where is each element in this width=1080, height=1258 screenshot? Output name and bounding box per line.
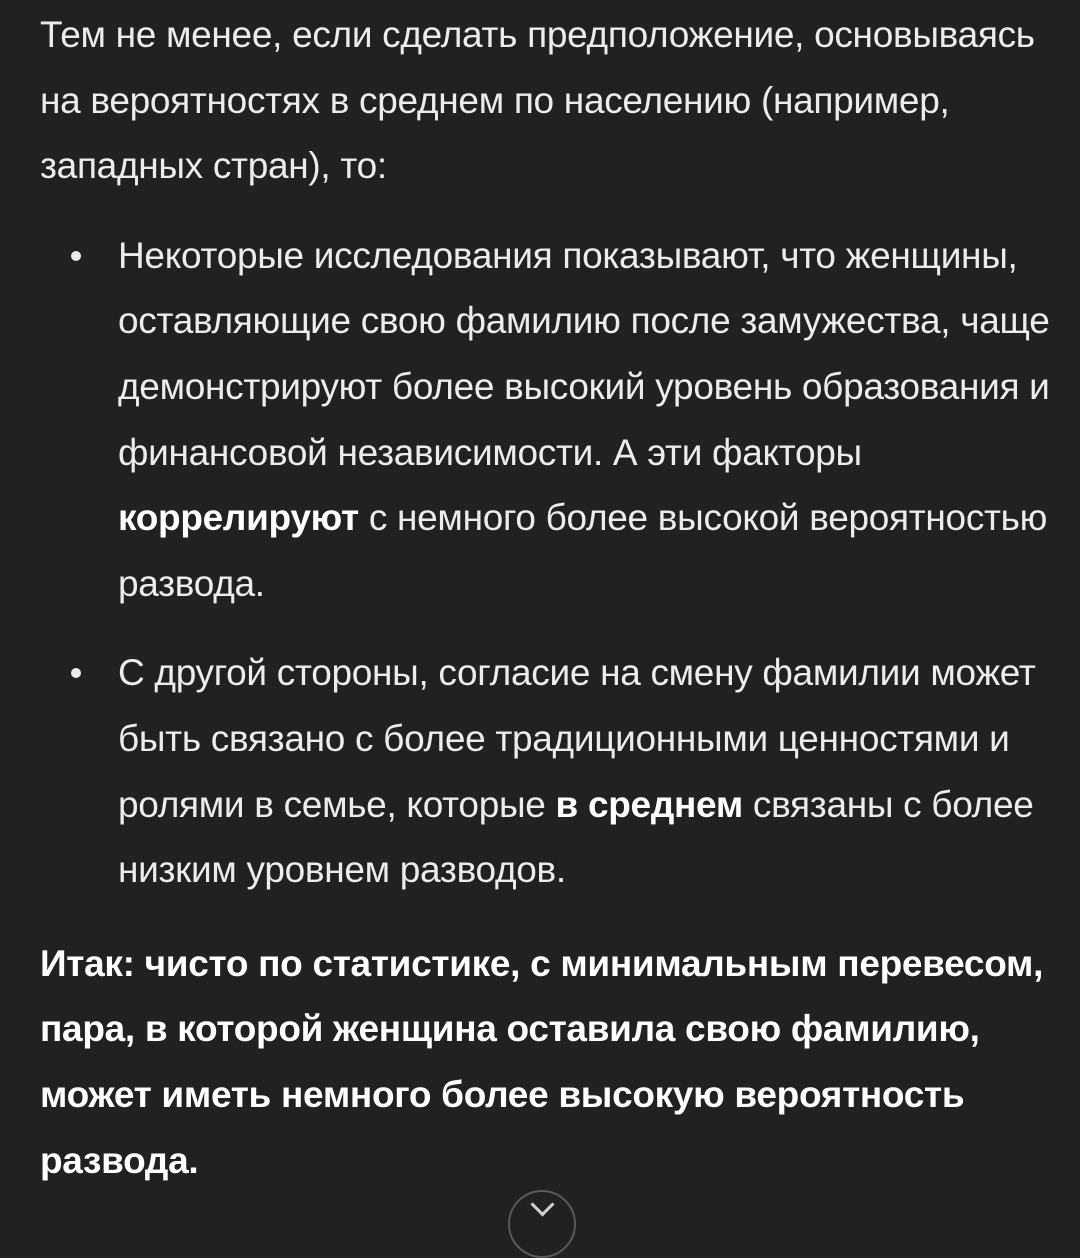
bold-text: в среднем bbox=[555, 783, 743, 825]
conclusion-paragraph: Итак: чисто по статистике, с минимальным перевесом, пара, в которой женщина оставила свою фамилию, может иметь немного более высокую вероятность развода. bbox=[40, 942, 1044, 1181]
bold-text: коррелируют bbox=[118, 497, 359, 539]
scroll-to-bottom-button[interactable] bbox=[508, 1190, 576, 1258]
bullet-dot-icon bbox=[71, 251, 81, 261]
bullet-list bbox=[40, 223, 1050, 903]
chevron-down-icon bbox=[530, 1192, 554, 1216]
list-item bbox=[40, 640, 1050, 902]
bullet-dot-icon bbox=[71, 668, 81, 678]
bullet-text: связаны с более низким уровнем разводов. bbox=[118, 783, 1034, 891]
intro-paragraph: Тем не менее, если сделать предположение, основываясь на вероятностях в среднем по населению (например, западных стран), то: bbox=[40, 14, 1035, 187]
assistant-message bbox=[40, 0, 1050, 1193]
bullet-text: Некоторые исследования показывают, что женщины, оставляющие свою фамилию после замужества, чаще демонстрируют более высокий уровень образования и финансовой независимости. А эти факторы bbox=[118, 234, 1050, 473]
list-item bbox=[40, 223, 1050, 617]
bullet-text: с немного более высокой вероятностью развода. bbox=[118, 497, 1048, 604]
bullet-text: С другой стороны, согласие на смену фамилии может быть связано с более традиционными ценностями и ролями в семье, которые bbox=[118, 652, 1036, 825]
